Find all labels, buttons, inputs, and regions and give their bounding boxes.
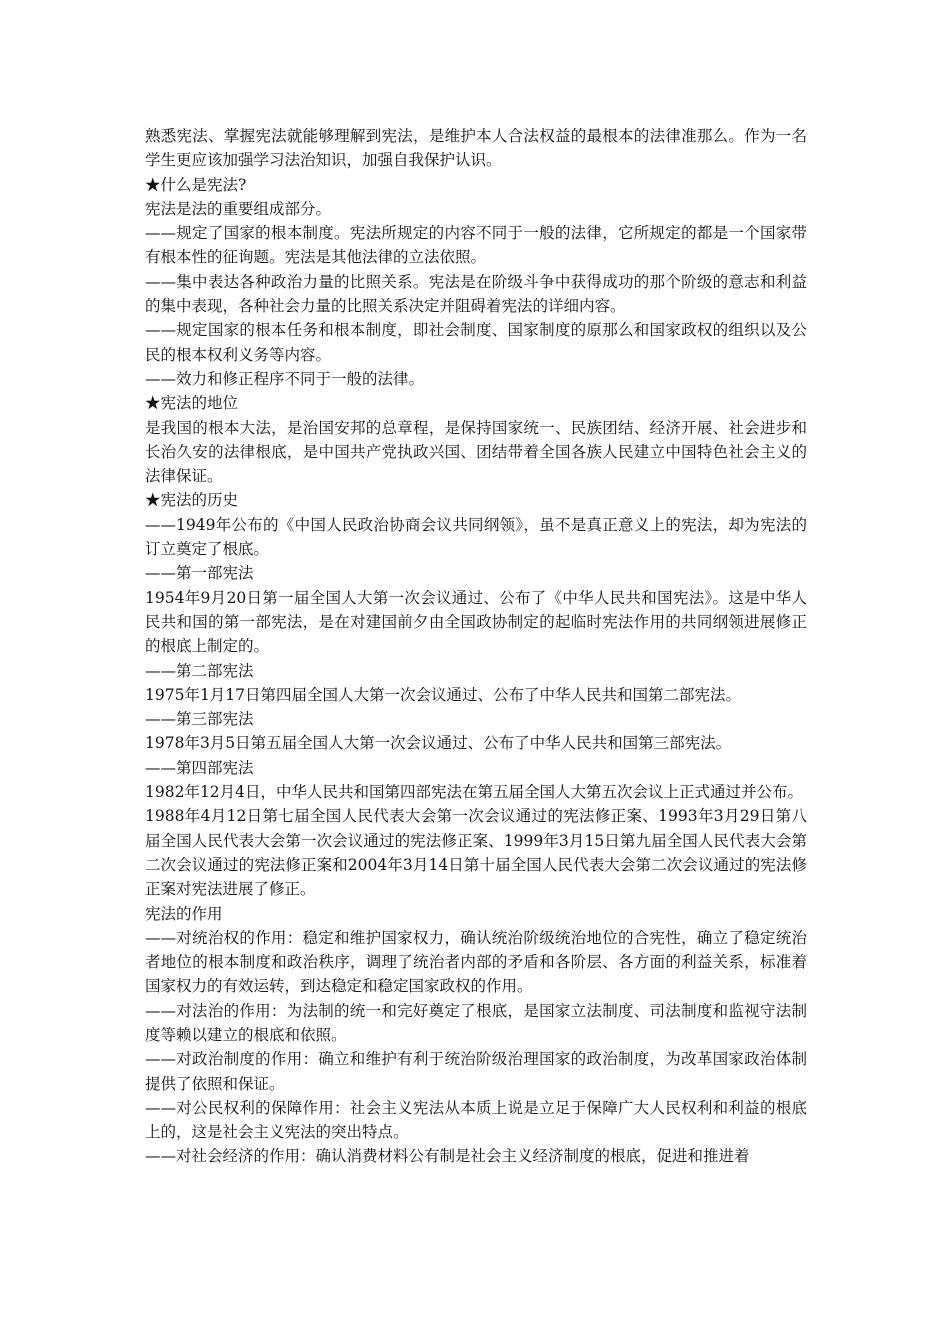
paragraph: 1978年3月5日第五届全国人大第一次会议通过、公布了中华人民共和国第三部宪法。 [145,734,732,753]
paragraph: ——1949年公布的《中国人民政治协商会议共同纲领》，虽不是真正意义上的宪法，却为宪法的订立奠定了根底。 [145,515,807,559]
paragraph: ——对法治的作用：为法制的统一和完好奠定了根底，是国家立法制度、司法制度和监视守法制度等赖以建立的根底和依照。 [145,1001,807,1044]
paragraph: ★宪法的历史 [145,491,239,510]
paragraph: 宪法是法的重要组成部分。 [145,199,332,218]
paragraph: 宪法的作用 [145,904,223,923]
paragraph: ——对统治权的作用：稳定和维护国家权力，确认统治阶级统治地位的合宪性，确立了稳定统治者地位的根本制度和政治秩序，调理了统治者内部的矛盾和各阶层、各方面的利益关系，标准着国家权力的有效运转，到达稳定和稳定国家政权的作用。 [145,928,807,996]
paragraph: ——规定了国家的根本制度。宪法所规定的内容不同于一般的法律，它所规定的都是一个国家带有根本性的征询题。宪法是其他法律的立法依照。 [145,224,807,267]
paragraph: ——第四部宪法 [145,758,254,777]
paragraph: ——对公民权利的保障作用：社会主义宪法从本质上说是立足于保障广大人民权利和利益的根底上的，这是社会主义宪法的突出特点。 [145,1098,807,1142]
paragraph: ——规定国家的根本任务和根本制度，即社会制度、国家制度的原那么和国家政权的组织以及公民的根本权利义务等内容。 [145,321,807,364]
paragraph: ——对社会经济的作用：确认消费材料公有制是社会主义经济制度的根底，促进和推进着 [145,1147,750,1166]
paragraph: ——第三部宪法 [145,710,254,729]
document-body [145,124,807,1169]
paragraph: ——集中表达各种政治力量的比照关系。宪法是在阶级斗争中获得成功的那个阶级的意志和利益的集中表现，各种社会力量的比照关系决定并阻碍着宪法的详细内容。 [145,272,807,316]
paragraph: 1975年1月17日第四届全国人大第一次会议通过、公布了中华人民共和国第二部宪法。 [145,685,742,704]
paragraph: 是我国的根本大法，是治国安邦的总章程，是保持国家统一、民族团结、经济开展、社会进步和长治久安的法律根底，是中国共产党执政兴国、团结带着全国各族人民建立中国特色社会主义的法律保证。 [145,418,807,486]
paragraph: 1988年4月12日第七届全国人民代表大会第一次会议通过的宪法修正案、1993年3月29日第八届全国人民代表大会第一次会议通过的宪法修正案、1999年3月15日第九届全国人民代表大会第二次会议通过的宪法修正案和2004年3月14日第十届全国人民代表大会第二次会议通过的宪法修正案对宪法进展了修正。 [145,807,807,899]
paragraph: ——第一部宪法 [145,564,254,583]
paragraph: ——效力和修正程序不同于一般的法律。 [145,369,425,388]
paragraph: ——对政治制度的作用：确立和维护有利于统治阶级治理国家的政治制度，为改革国家政治体制提供了依照和保证。 [145,1050,807,1093]
paragraph: ★什么是宪法? [145,175,247,194]
paragraph: ——第二部宪法 [145,661,254,680]
paragraph: 1954年9月20日第一届全国人大第一次会议通过、公布了《中华人民共和国宪法》。这是中华人民共和国的第一部宪法，是在对建国前夕由全国政协制定的起临时宪法作用的共同纲领进展修正的根底上制定的。 [145,588,807,656]
paragraph: 熟悉宪法、掌握宪法就能够理解到宪法，是维护本人合法权益的最根本的法律准那么。作为一名学生更应该加强学习法治知识，加强自我保护认识。 [145,127,807,170]
paragraph: 1982年12月4日，中华人民共和国第四部宪法在第五届全国人大第五次会议上正式通过并公布。 [145,783,804,802]
paragraph: ★宪法的地位 [145,394,239,413]
